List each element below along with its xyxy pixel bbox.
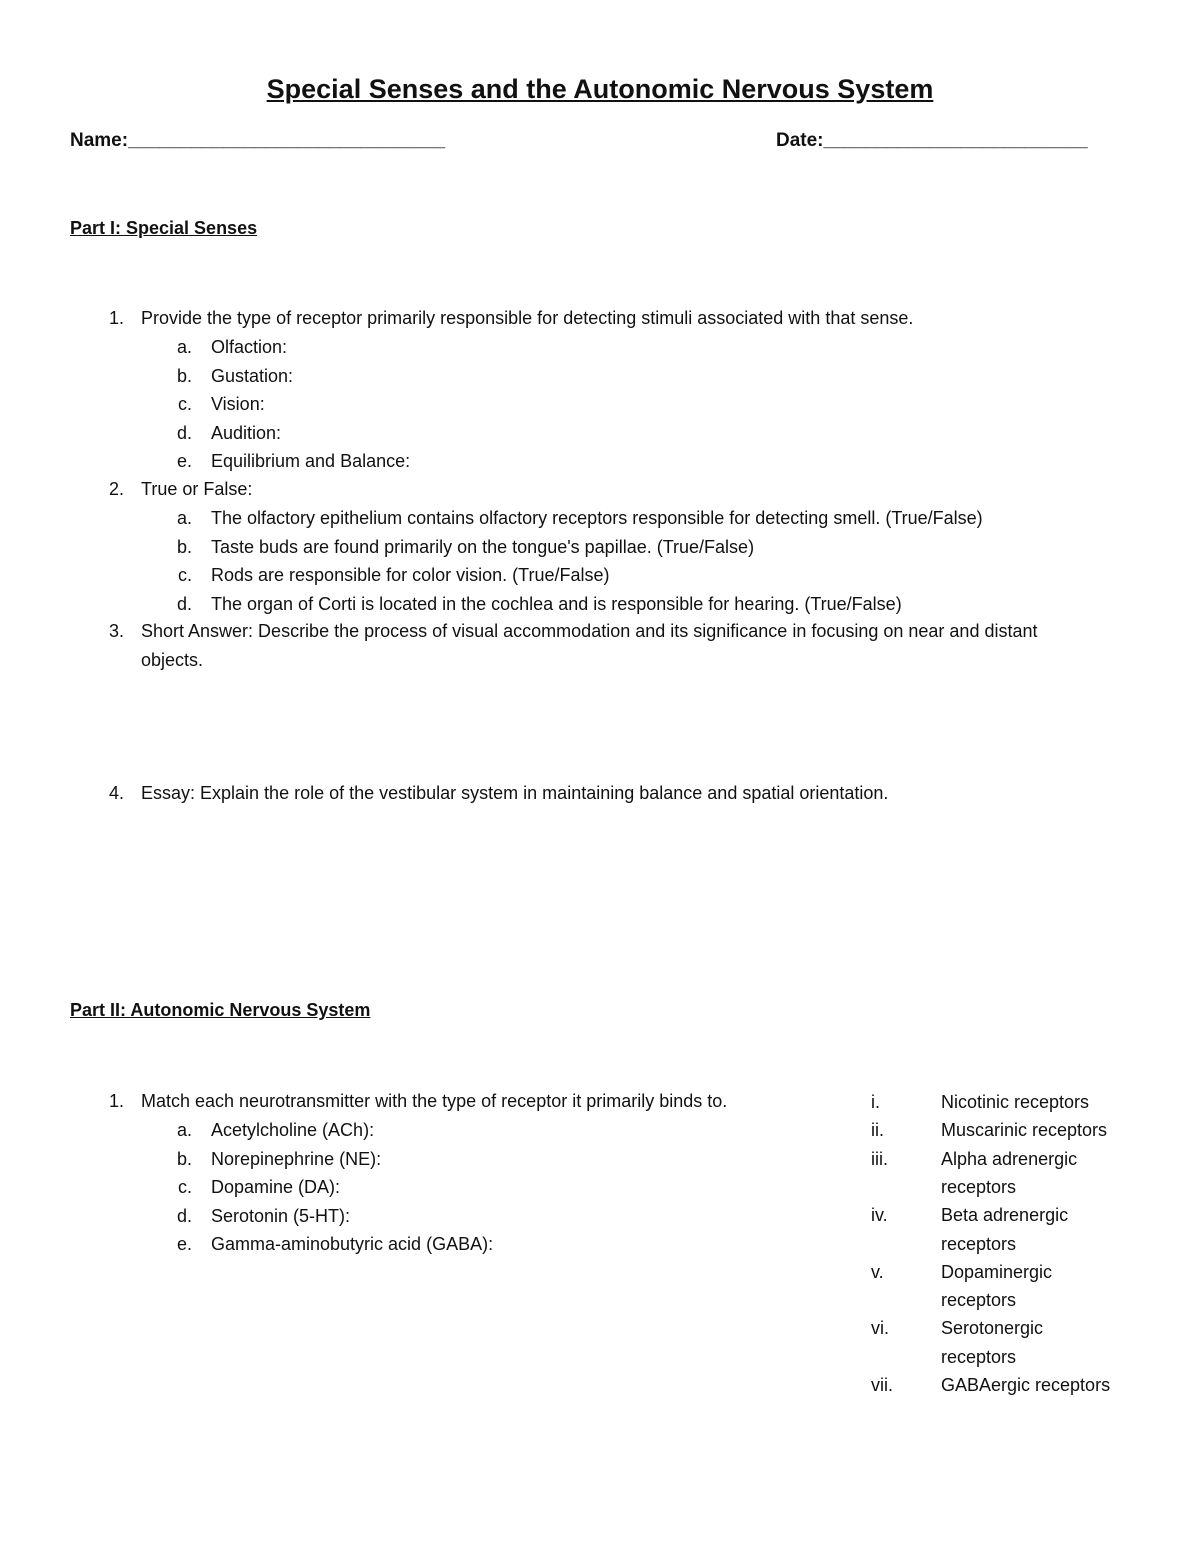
receptor-name: Beta adrenergic [941,1205,1069,1226]
item-letter: e. [176,1234,192,1254]
receptor-numeral: vii. [871,1375,893,1395]
receptor-numeral: iii. [871,1148,888,1169]
receptor-name: Serotonergic [941,1318,1044,1339]
item-text: Gamma-aminobutyric acid (GABA): [211,1234,494,1254]
receptor-name-cont: receptors [941,1233,1017,1254]
question-number: 2. [108,479,124,499]
name-field [70,130,445,152]
item-text: Rods are responsible for color vision. (True/False) [211,565,610,585]
name-label: Name: [70,130,129,151]
question-number: 3. [108,621,124,641]
date-label: Date: [776,130,824,151]
receptor-numeral: iv. [871,1205,888,1226]
item-text: Gustation: [211,365,294,386]
part2-heading: Part II: Autonomic Nervous System [70,1000,371,1020]
receptor-numeral: vi. [871,1318,889,1339]
receptor-name-cont: receptors [941,1290,1017,1311]
receptor-numeral: i. [871,1092,880,1112]
item-letter: a. [176,508,192,528]
item-text: The olfactory epithelium contains olfactory receptors responsible for detecting smell. (True/False) [211,508,983,528]
part1-heading: Part I: Special Senses [70,218,258,238]
item-letter: a. [176,1120,192,1140]
item-letter: d. [176,1205,192,1226]
date-field [776,130,1088,152]
item-text: Vision: [211,394,265,414]
question-number: 4. [108,783,124,803]
receptor-name: Alpha adrenergic [941,1148,1078,1169]
question-text-line1: Short Answer: Describe the process of visual accommodation and its significance in focusing on near and distant [141,621,1038,641]
item-text: Acetylcholine (ACh): [211,1120,375,1140]
item-text: Norepinephrine (NE): [211,1148,382,1169]
page-title: Special Senses and the Autonomic Nervous System [266,74,934,104]
date-blank: _________________________ [823,130,1088,151]
item-text: Audition: [211,422,282,443]
receptor-name: Muscarinic receptors [941,1120,1108,1141]
item-letter: c. [177,1177,192,1197]
item-letter: d. [176,422,192,443]
item-letter: b. [176,1148,192,1169]
item-letter: a. [176,337,192,357]
receptor-name: GABAergic receptors [941,1375,1111,1395]
question-text: Provide the type of receptor primarily responsible for detecting stimuli associated with that sense. [141,308,914,328]
question-number: 1. [108,1091,124,1111]
receptor-name-cont: receptors [941,1346,1017,1367]
name-blank: ______________________________ [128,130,446,151]
item-letter: c. [177,565,192,585]
item-text: Equilibrium and Balance: [211,451,411,471]
item-text: Taste buds are found primarily on the tongue's papillae. (True/False) [211,536,755,557]
item-text: Dopamine (DA): [211,1177,341,1197]
receptor-name: Nicotinic receptors [941,1092,1090,1112]
item-letter: c. [177,394,192,414]
item-letter: d. [176,593,192,614]
question-number: 1. [108,308,124,328]
item-text: Serotonin (5-HT): [211,1205,351,1226]
receptor-name: Dopaminergic [941,1261,1053,1282]
item-letter: b. [176,536,192,557]
item-letter: b. [176,365,192,386]
item-text: Olfaction: [211,337,288,357]
question-text-line2: objects. [141,650,204,670]
question-text: Match each neurotransmitter with the type of receptor it primarily binds to. [141,1091,728,1111]
item-text: The organ of Corti is located in the cochlea and is responsible for hearing. (True/False) [211,593,902,614]
question-text: Essay: Explain the role of the vestibular system in maintaining balance and spatial orientation. [141,783,889,803]
question-text: True or False: [141,479,253,499]
receptor-numeral: ii. [871,1120,884,1141]
item-letter: e. [176,451,192,471]
receptor-numeral: v. [871,1261,884,1282]
receptor-name-cont: receptors [941,1176,1017,1197]
